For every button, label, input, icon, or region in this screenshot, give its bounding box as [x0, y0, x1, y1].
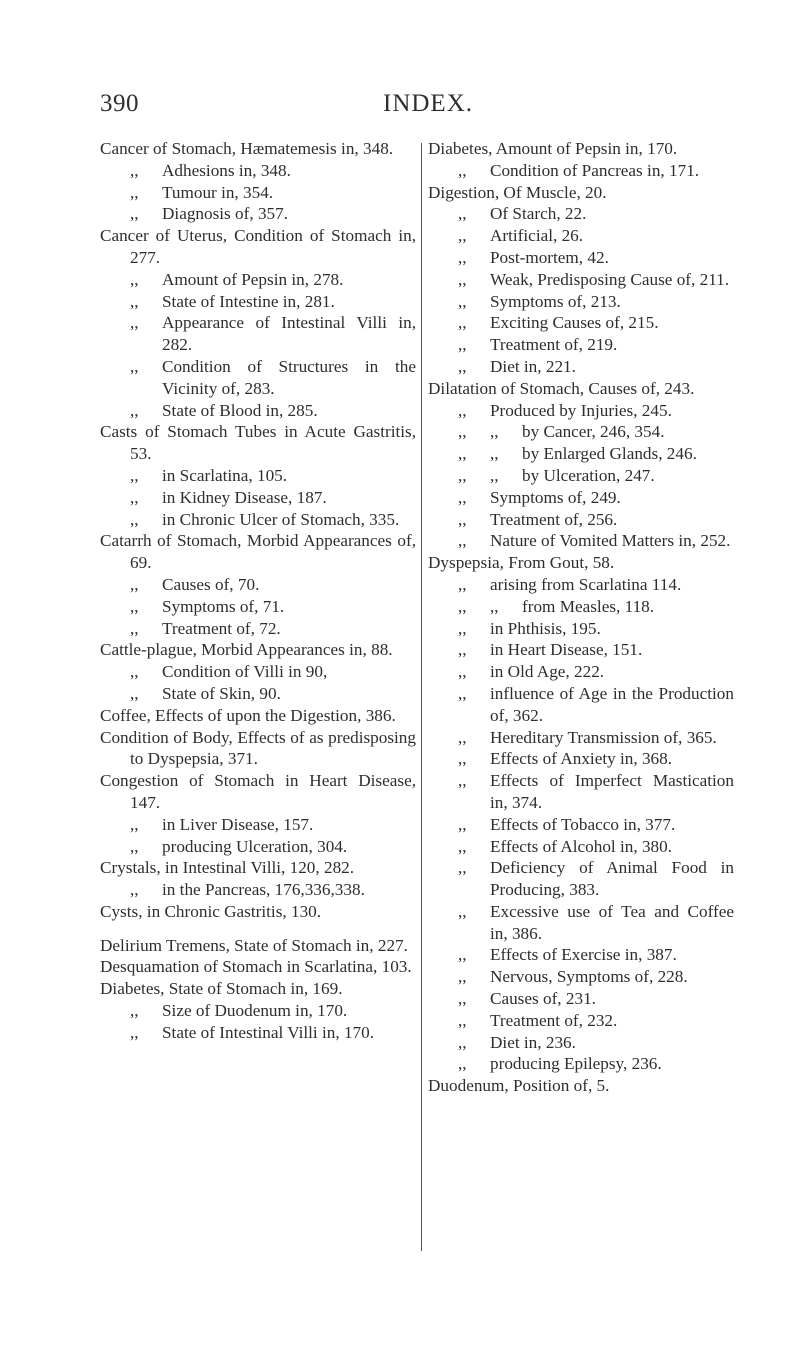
entry-text: Condition of Villi in 90, — [162, 662, 328, 682]
entry-text: in Kidney Disease, 187. — [162, 487, 327, 507]
index-subentry — [100, 465, 416, 487]
index-subentry — [428, 618, 734, 640]
index-subentry — [100, 291, 416, 313]
ditto-mark: ,, — [458, 509, 467, 529]
index-subentry — [428, 661, 734, 683]
ditto-mark: ,, — [458, 814, 467, 834]
entry-text: Desquamation of Stomach in Scarlatina, 103. — [100, 957, 412, 977]
index-subentry — [428, 944, 734, 966]
entry-text: State of Intestine in, 281. — [162, 291, 335, 311]
entry-text: Condition of Pancreas in, 171. — [490, 160, 700, 180]
ditto-mark: ,, — [458, 727, 467, 747]
entry-text: Amount of Pepsin in, 278. — [162, 269, 344, 289]
entry-text: Produced by Injuries, 245. — [490, 400, 672, 420]
entry-text: Condition of Structures in the Vicinity of, 283. — [162, 356, 416, 398]
ditto-mark: ,, — [490, 465, 499, 485]
entry-text: Diabetes, Amount of Pepsin in, 170. — [428, 139, 678, 158]
entry-text: Post-mortem, 42. — [490, 247, 609, 267]
entry-text: Effects of Anxiety in, 368. — [490, 749, 673, 769]
entry-text: Dilatation of Stomach, Causes of, 243. — [428, 378, 695, 398]
index-subentry — [428, 748, 734, 770]
entry-text: Casts of Stomach Tubes in Acute Gastritis, 53. — [100, 422, 416, 464]
entry-text: by Ulceration, 247. — [522, 465, 655, 485]
index-subentry — [100, 509, 416, 531]
entry-text: producing Epilepsy, 236. — [490, 1054, 662, 1074]
index-entry — [428, 378, 734, 400]
ditto-mark: ,, — [458, 160, 467, 180]
index-subentry — [100, 683, 416, 705]
entry-text: Treatment of, 256. — [490, 509, 618, 529]
index-subentry — [428, 530, 734, 552]
index-subentry — [100, 269, 416, 291]
index-subentry — [428, 596, 734, 618]
entry-text: Excessive use of Tea and Coffee in, 386. — [490, 901, 734, 943]
entry-text: Causes of, 70. — [162, 574, 260, 594]
entry-text: Size of Duodenum in, 170. — [162, 1001, 348, 1021]
index-entry — [100, 935, 416, 957]
ditto-mark: ,, — [458, 662, 467, 682]
page-number: 390 — [100, 90, 139, 117]
page-header — [0, 90, 801, 124]
ditto-mark: ,, — [458, 356, 467, 376]
ditto-mark: ,, — [458, 683, 467, 703]
index-entry — [100, 956, 416, 978]
entry-text: Effects of Alcohol in, 380. — [490, 836, 673, 856]
entry-text: Effects of Imperfect Mastication in, 374. — [490, 771, 734, 812]
ditto-mark: ,, — [130, 1022, 139, 1042]
entry-text: in the Pancreas, 176,336,338. — [162, 880, 365, 900]
ditto-mark: ,, — [458, 204, 467, 224]
entry-text: Congestion of Stomach in Heart Disease, 147. — [100, 771, 416, 812]
ditto-mark: ,, — [130, 465, 139, 485]
running-head: INDEX. — [383, 90, 474, 117]
index-subentry — [428, 269, 734, 291]
entry-text: Digestion, Of Muscle, 20. — [428, 182, 607, 202]
index-entry — [100, 978, 416, 1000]
ditto-mark: ,, — [130, 160, 139, 180]
entry-text: Crystals, in Intestinal Villi, 120, 282. — [100, 858, 355, 878]
ditto-mark: ,, — [130, 836, 139, 856]
ditto-mark: ,, — [458, 989, 467, 1009]
ditto-mark: ,, — [130, 487, 139, 507]
index-subentry — [428, 966, 734, 988]
index-subentry — [100, 618, 416, 640]
entry-text: Symptoms of, 249. — [490, 487, 621, 507]
ditto-mark: ,, — [458, 1010, 467, 1030]
entry-text: Treatment of, 232. — [490, 1010, 618, 1030]
ditto-mark: ,, — [490, 596, 499, 616]
ditto-mark: ,, — [458, 574, 467, 594]
ditto-mark: ,, — [458, 291, 467, 311]
index-entry — [100, 421, 416, 465]
entry-text: Appearance of Intestinal Villi in, 282. — [162, 313, 416, 355]
entry-text: Coffee, Effects of upon the Digestion, 386. — [100, 705, 396, 725]
index-entry — [100, 530, 416, 574]
entry-text: in Heart Disease, 151. — [490, 640, 643, 660]
entry-text: Condition of Body, Effects of as predisposing to Dyspepsia, 371. — [100, 727, 416, 769]
entry-text: Cattle-plague, Morbid Appearances in, 88. — [100, 640, 393, 660]
ditto-mark: ,, — [458, 640, 467, 660]
index-subentry — [428, 400, 734, 422]
index-subentry — [428, 639, 734, 661]
ditto-mark: ,, — [130, 291, 139, 311]
entry-text: Tumour in, 354. — [162, 182, 274, 202]
ditto-mark: ,, — [130, 1001, 139, 1021]
index-subentry — [428, 836, 734, 858]
entry-text: Nervous, Symptoms of, 228. — [490, 967, 688, 987]
index-subentry — [100, 1000, 416, 1022]
index-subentry — [100, 312, 416, 356]
index-subentry — [428, 443, 734, 465]
ditto-mark: ,, — [130, 662, 139, 682]
index-subentry — [100, 661, 416, 683]
index-subentry — [428, 683, 734, 727]
index-entry — [428, 552, 734, 574]
index-column-right — [428, 138, 734, 1097]
index-entry — [100, 857, 416, 879]
index-subentry — [428, 1032, 734, 1054]
ditto-mark: ,, — [458, 618, 467, 638]
entry-text: Adhesions in, 348. — [162, 160, 291, 180]
entry-text: influence of Age in the Production of, 362. — [490, 683, 734, 725]
ditto-mark: ,, — [130, 683, 139, 703]
index-entry — [428, 1075, 734, 1097]
entry-text: producing Ulceration, 304. — [162, 836, 348, 856]
ditto-mark: ,, — [458, 531, 467, 551]
ditto-mark: ,, — [490, 444, 499, 464]
index-subentry — [100, 203, 416, 225]
entry-text: Cancer of Stomach, Hæmatemesis in, 348. — [100, 139, 394, 158]
index-subentry — [100, 400, 416, 422]
index-subentry — [428, 814, 734, 836]
index-subentry — [428, 988, 734, 1010]
ditto-mark: ,, — [458, 444, 467, 464]
index-subentry — [428, 465, 734, 487]
index-subentry — [100, 182, 416, 204]
ditto-mark: ,, — [458, 226, 467, 246]
entry-text: Causes of, 231. — [490, 989, 596, 1009]
ditto-mark: ,, — [130, 814, 139, 834]
index-subentry — [100, 814, 416, 836]
entry-text: Effects of Tobacco in, 377. — [490, 814, 676, 834]
index-subentry — [100, 836, 416, 858]
entry-text: Diabetes, State of Stomach in, 169. — [100, 979, 343, 999]
entry-text: Dyspepsia, From Gout, 58. — [428, 553, 615, 573]
index-subentry — [100, 574, 416, 596]
ditto-mark: ,, — [458, 269, 467, 289]
entry-text: State of Skin, 90. — [162, 683, 281, 703]
index-subentry — [428, 770, 734, 814]
entry-text: in Phthisis, 195. — [490, 618, 601, 638]
entry-text: in Old Age, 222. — [490, 662, 605, 682]
index-subentry — [428, 509, 734, 531]
index-subentry — [100, 596, 416, 618]
index-subentry — [428, 334, 734, 356]
entry-text: in Chronic Ulcer of Stomach, 335. — [162, 509, 400, 529]
entry-text: in Liver Disease, 157. — [162, 814, 314, 834]
ditto-mark: ,, — [458, 945, 467, 965]
ditto-mark: ,, — [458, 749, 467, 769]
index-subentry — [428, 487, 734, 509]
entry-text: Effects of Exercise in, 387. — [490, 945, 677, 965]
index-entry — [100, 705, 416, 727]
entry-text: Treatment of, 72. — [162, 618, 281, 638]
entry-text: Treatment of, 219. — [490, 335, 618, 355]
index-subentry — [100, 879, 416, 901]
ditto-mark: ,, — [458, 487, 467, 507]
entry-text: from Measles, 118. — [522, 596, 655, 616]
index-column-left — [100, 138, 416, 1044]
index-entry — [100, 727, 416, 771]
ditto-mark: ,, — [130, 880, 139, 900]
index-subentry — [100, 487, 416, 509]
ditto-mark: ,, — [130, 204, 139, 224]
ditto-mark: ,, — [130, 509, 139, 529]
ditto-mark: ,, — [458, 771, 467, 791]
ditto-mark: ,, — [130, 356, 139, 376]
entry-text: State of Blood in, 285. — [162, 400, 318, 420]
entry-text: Cancer of Uterus, Condition of Stomach in, 277. — [100, 226, 416, 267]
index-subentry — [428, 160, 734, 182]
ditto-mark: ,, — [458, 836, 467, 856]
entry-text: Diet in, 221. — [490, 356, 576, 376]
index-subentry — [100, 1022, 416, 1044]
index-subentry — [428, 312, 734, 334]
ditto-mark: ,, — [130, 596, 139, 616]
entry-text: State of Intestinal Villi in, 170. — [162, 1022, 375, 1042]
index-subentry — [428, 1053, 734, 1075]
entry-text: Symptoms of, 213. — [490, 291, 621, 311]
entry-text: Weak, Predisposing Cause of, 211. — [490, 269, 730, 289]
index-subentry — [428, 857, 734, 901]
ditto-mark: ,, — [130, 400, 139, 420]
index-entry — [100, 901, 416, 923]
index-subentry — [428, 225, 734, 247]
index-entry — [428, 182, 734, 204]
ditto-mark: ,, — [458, 967, 467, 987]
ditto-mark: ,, — [458, 1054, 467, 1074]
ditto-mark: ,, — [490, 422, 499, 442]
entry-text: Diet in, 236. — [490, 1032, 576, 1052]
index-entry — [100, 639, 416, 661]
entry-text: Symptoms of, 71. — [162, 596, 285, 616]
ditto-mark: ,, — [130, 618, 139, 638]
ditto-mark: ,, — [130, 269, 139, 289]
ditto-mark: ,, — [458, 901, 467, 921]
ditto-mark: ,, — [458, 247, 467, 267]
index-entry — [100, 138, 416, 160]
index-subentry — [428, 1010, 734, 1032]
index-entry — [100, 225, 416, 269]
ditto-mark: ,, — [130, 182, 139, 202]
ditto-mark: ,, — [130, 574, 139, 594]
ditto-mark: ,, — [130, 313, 139, 333]
index-subentry — [100, 356, 416, 400]
entry-text: Deficiency of Animal Food in Producing, 383. — [490, 858, 734, 900]
entry-text: Delirium Tremens, State of Stomach in, 227. — [100, 935, 408, 955]
entry-text: Cysts, in Chronic Gastritis, 130. — [100, 901, 322, 921]
index-subentry — [428, 901, 734, 945]
entry-text: Exciting Causes of, 215. — [490, 313, 659, 333]
entry-text: by Cancer, 246, 354. — [522, 422, 665, 442]
entry-gap — [100, 923, 416, 935]
entry-text: arising from Scarlatina 114. — [490, 574, 682, 594]
entry-text: Nature of Vomited Matters in, 252. — [490, 531, 731, 551]
entry-text: Of Starch, 22. — [490, 204, 587, 224]
entry-text: Artificial, 26. — [490, 226, 584, 246]
entry-text: Duodenum, Position of, 5. — [428, 1076, 610, 1096]
entry-text: in Scarlatina, 105. — [162, 465, 288, 485]
column-divider — [421, 143, 422, 1251]
index-entry — [428, 138, 734, 160]
index-subentry — [428, 574, 734, 596]
ditto-mark: ,, — [458, 335, 467, 355]
index-subentry — [428, 203, 734, 225]
index-subentry — [428, 247, 734, 269]
ditto-mark: ,, — [458, 465, 467, 485]
ditto-mark: ,, — [458, 596, 467, 616]
index-subentry — [428, 356, 734, 378]
entry-text: Hereditary Transmission of, 365. — [490, 727, 717, 747]
entry-text: Diagnosis of, 357. — [162, 204, 289, 224]
ditto-mark: ,, — [458, 1032, 467, 1052]
index-entry — [100, 770, 416, 814]
index-subentry — [428, 291, 734, 313]
index-subentry — [428, 421, 734, 443]
entry-text: by Enlarged Glands, 246. — [522, 444, 697, 464]
ditto-mark: ,, — [458, 313, 467, 333]
entry-text: Catarrh of Stomach, Morbid Appearances of, 69. — [100, 531, 416, 573]
index-subentry — [100, 160, 416, 182]
ditto-mark: ,, — [458, 422, 467, 442]
index-subentry — [428, 727, 734, 749]
ditto-mark: ,, — [458, 858, 467, 878]
ditto-mark: ,, — [458, 400, 467, 420]
